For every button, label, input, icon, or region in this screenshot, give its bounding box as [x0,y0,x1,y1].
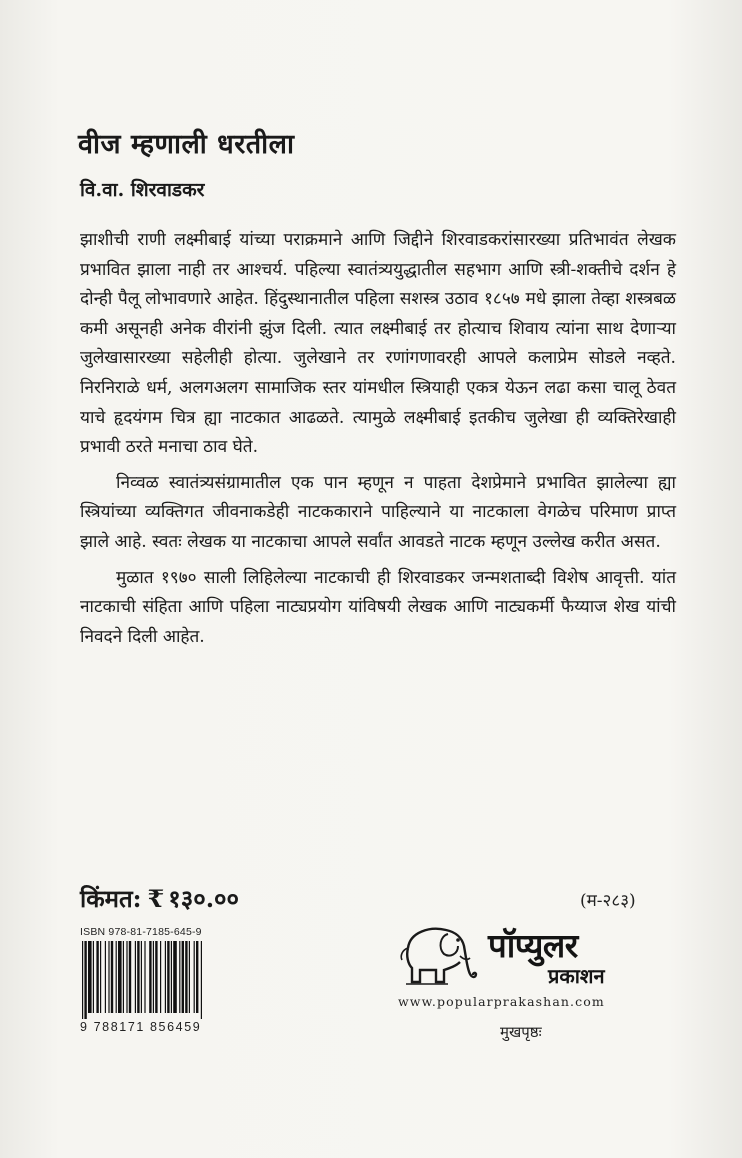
barcode-bar [141,941,142,1013]
barcode-bar [96,941,98,1013]
catalog-code: (म-२८३) [580,891,636,911]
barcode-bar [123,941,124,1013]
publisher-subname: प्रकाशन [548,964,605,988]
barcode-bar [135,941,136,1013]
barcode-bar [105,941,106,1013]
price-label: किंमत: [80,884,142,913]
barcode-bar [93,941,94,1013]
barcode-bar [149,941,151,1013]
barcode-bar [100,941,101,1013]
price-amount: १३०.०० [168,884,240,913]
book-author: वि.वा. शिरवाडकर [80,179,205,201]
book-title: वीज म्हणाली धरतीला [78,129,295,160]
barcode-bar [160,941,161,1013]
rupee-symbol: ₹ [147,884,165,913]
blurb [80,226,676,658]
isbn-label: ISBN 978-81-7185-645-9 [80,926,202,938]
barcode-digits: 9 788171 856459 [80,1020,202,1034]
barcode-bar [165,941,166,1013]
barcode-bar [196,941,198,1013]
blurb-paragraph-2: निव्वळ स्वातंत्र्यसंग्रामातील एक पान म्हणून न पाहता देशप्रेमाने प्रभावित झालेल्या ह्या स्त्रियांच्या व्यक्तिगत जीवनाकडेही नाटककाराने पाहिल्याने या नाटकाला वेगळेच परिमाण प्राप्त झाले आहे. स्वतः लेखक या नाटकाचा आपले सर्वांत आवडते नाटक म्हणून उल्लेख करीत असत. [80,472,676,552]
barcode-bar [144,941,145,1013]
barcode-bar [118,941,122,1013]
price [80,882,239,915]
cover-credit: मुखपृष्ठः [500,1023,542,1041]
barcode-bar [194,941,195,1013]
barcode-bar [173,941,177,1013]
barcode-bar [179,941,180,1013]
blurb-paragraph-3: मुळात १९७० साली लिहिलेल्या नाटकाची ही शिरवाडकर जन्मशताब्दी विशेष आवृत्ती. यांत नाटकाची संहिता आणि पहिला नाट्यप्रयोग यांविषयी लेखक आणि नाट्यकर्मी फैय्याज शेख यांची निवदने दिली आहेत. [80,567,676,647]
barcode-bar [82,941,83,1019]
barcode-bar [129,941,131,1013]
barcode-bar [155,941,157,1013]
barcode-bar [108,941,109,1013]
publisher-website: www.popularprakashan.com [398,994,605,1009]
barcode-bar [88,941,92,1013]
elephant-icon [396,918,478,990]
barcode-bar [137,941,139,1013]
barcode-bar [167,941,169,1013]
barcode-bar [182,941,184,1013]
barcode-bar [126,941,127,1013]
barcode-bar [201,941,202,1019]
barcode-bar [84,941,86,1019]
barcode-bar [153,941,154,1013]
barcode-bar [111,941,113,1013]
isbn-barcode-block [80,926,256,1042]
blurb-paragraph-1: झाशीची राणी लक्ष्मीबाई यांच्या पराक्रमाने आणि जिद्दीने शिरवाडकरांसारख्या प्रतिभावंत लेखक प्रभावित झाला नाही तर आश्चर्य. पहिल्या स्वातंत्र्ययुद्धातील सहभाग आणि स्त्री-शक्तीचे दर्शन हे दोन्ही पैलू लोभावणारे आहेत. हिंदुस्थानातील पहिला सशस्त्र उठाव १८५७ मधे झाला तेव्हा शस्त्रबळ कमी असूनही अनेक वीरांनी झुंज दिली. त्यात लक्ष्मीबाई तर होत्याच शिवाय त्यांना साथ देणाऱ्या जुलेखासारख्या सहेलीही होत्या. जुलेखाने तर रणांगणावरही आपले कलाप्रेम सोडले नव्हते. निरनिराळे धर्म, अलगअलग सामाजिक स्तर यांमधील स्त्रियाही एकत्र येऊन लढा कसा चालू ठेवत याचे हृदयंगम चित्र ह्या नाटकात आढळते. त्यामुळे लक्ष्मीबाई इतकीच जुलेखा ही व्यक्तिरेखाही प्रभावी ठरते मनाचा ठाव घेते. [80,230,676,458]
publisher-logo [396,914,652,1004]
barcode-icon [80,941,250,1019]
barcode-bar [116,941,117,1013]
barcode-bar [185,941,187,1013]
barcode-bar [171,941,172,1013]
barcode-bar [189,941,190,1013]
publisher-name: पॉप्युलर [488,926,578,965]
